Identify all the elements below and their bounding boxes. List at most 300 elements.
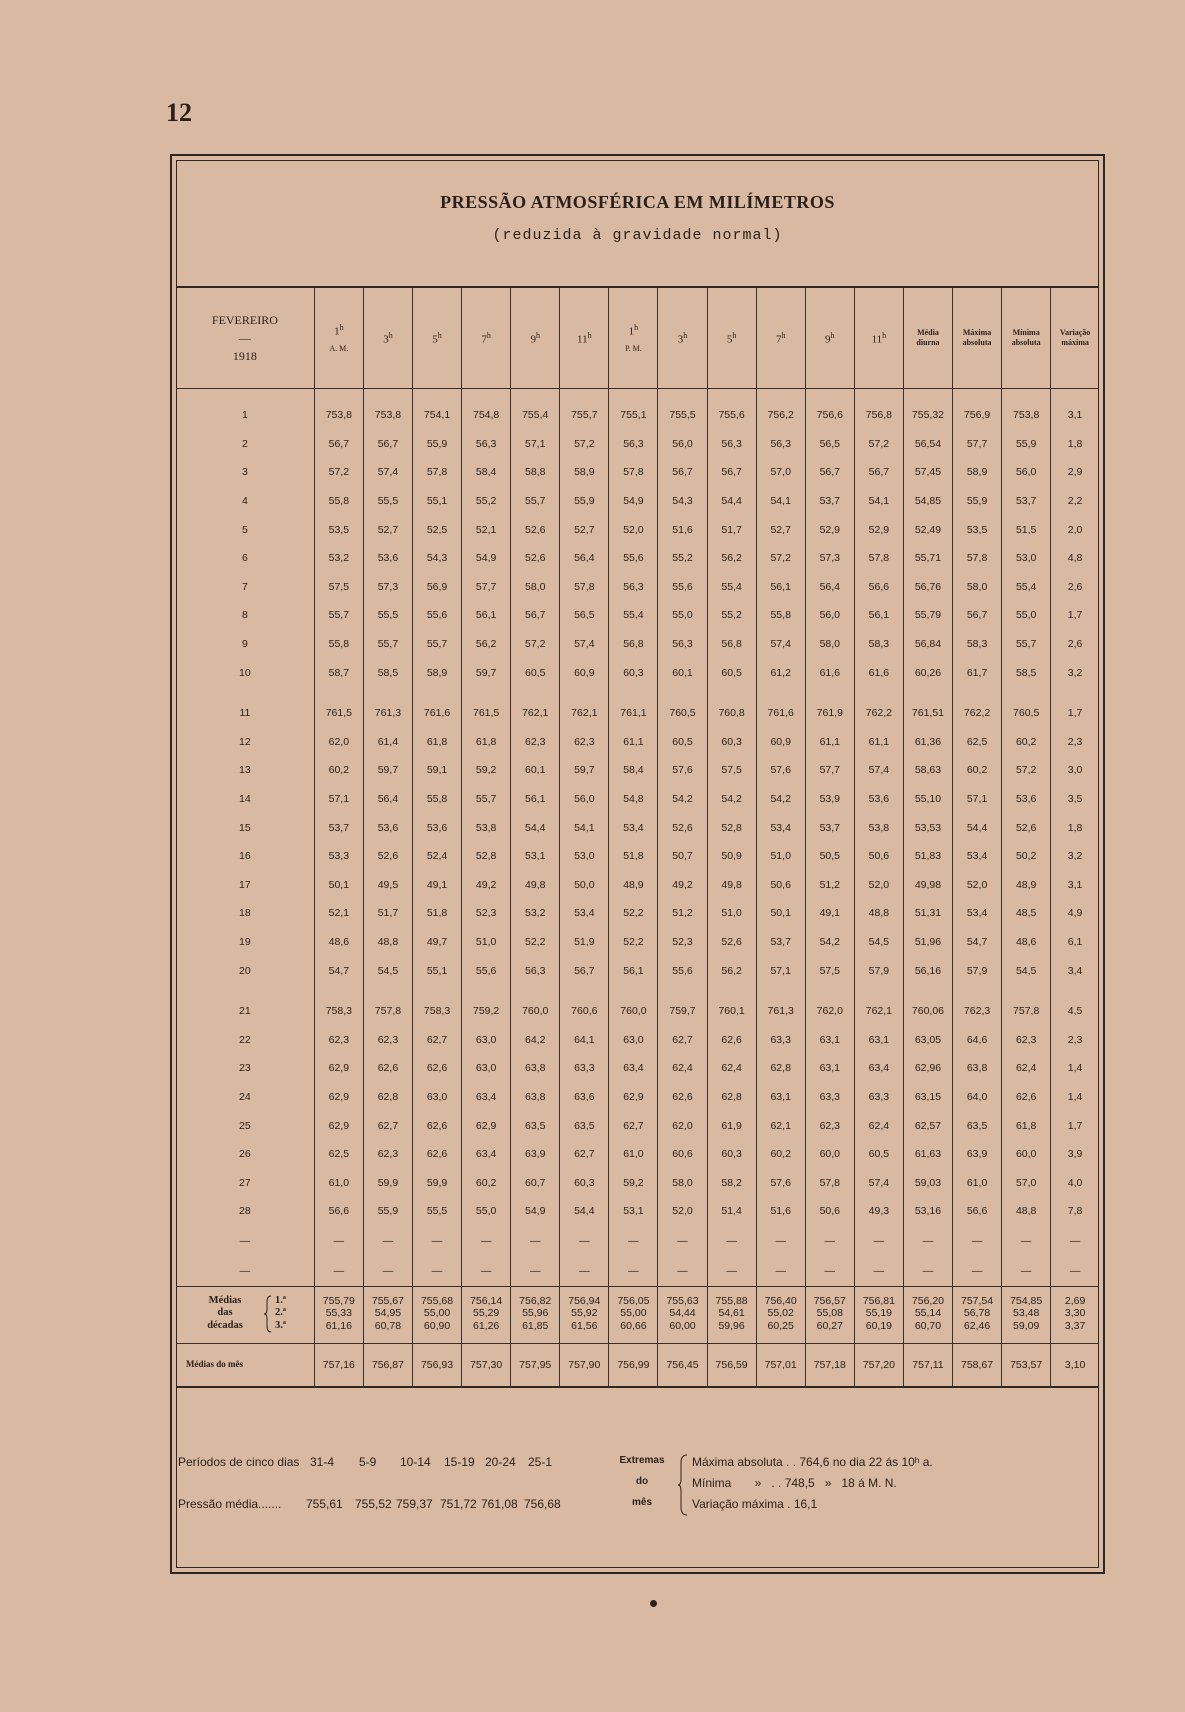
value-cell: 63,6 [560, 1083, 609, 1112]
decade-mean-value: 756,57 [813, 1294, 846, 1307]
value-cell: 61,63 [903, 1140, 952, 1169]
table-row [176, 630, 1099, 659]
value-cell: 63,1 [756, 1083, 805, 1112]
day-cell: 23 [176, 1054, 314, 1083]
value-cell: 61,6 [854, 658, 903, 687]
gap-cell [560, 687, 609, 699]
value-cell: 48,6 [314, 928, 363, 957]
decade-mean-value: 756,20 [911, 1294, 945, 1307]
value-cell: 761,1 [609, 699, 658, 728]
value-cell: 53,5 [314, 515, 363, 544]
value-cell: 58,5 [1002, 658, 1051, 687]
value-cell: 49,2 [658, 871, 707, 900]
value-cell: 63,0 [462, 1025, 511, 1054]
value-cell: 63,5 [953, 1111, 1002, 1140]
value-cell: 51,83 [903, 842, 952, 871]
value-cell: 52,8 [462, 842, 511, 871]
value-cell: 61,1 [854, 728, 903, 757]
value-cell: 63,5 [511, 1111, 560, 1140]
value-cell: 57,5 [707, 756, 756, 785]
value-cell: 53,7 [756, 928, 805, 957]
value-cell: 4,5 [1067, 1005, 1083, 1018]
table-row [176, 699, 1099, 728]
value-cell: 62,4 [854, 1111, 903, 1140]
value-cell: 60,26 [903, 658, 952, 687]
value-cell: 53,1 [609, 1197, 658, 1226]
value-cell: 57,7 [462, 573, 511, 602]
dash-cell: — [658, 1226, 707, 1256]
decade-means-cell [560, 1286, 609, 1343]
value-cell: 53,4 [560, 899, 609, 928]
value-cell: 48,6 [1002, 928, 1051, 957]
decade-mean-value: 755,63 [666, 1294, 699, 1307]
day-cell: 12 [176, 728, 314, 757]
value-cell: 2,9 [1067, 466, 1083, 479]
value-cell: 63,5 [560, 1111, 609, 1140]
value-cell: 53,0 [1002, 544, 1051, 573]
value-cell: 760,6 [560, 997, 609, 1026]
value-cell: 55,6 [609, 544, 658, 573]
value-cell: 50,6 [805, 1197, 854, 1226]
day-cell: 14 [176, 785, 314, 814]
monthly-mean-value: 758,67 [953, 1343, 1002, 1387]
value-cell: 60,6 [658, 1140, 707, 1169]
value-cell: 62,9 [462, 1111, 511, 1140]
value-cell: 51,6 [658, 515, 707, 544]
day-cell: 16 [176, 842, 314, 871]
value-cell: 52,6 [511, 515, 560, 544]
value-cell: 53,7 [1002, 487, 1051, 516]
decade-mean-value: 756,05 [617, 1294, 650, 1307]
value-cell: 59,1 [412, 756, 461, 785]
decade-ordinal: 2.ª [275, 1307, 287, 1319]
table-row [176, 1025, 1099, 1054]
value-cell: 50,6 [756, 871, 805, 900]
value-cell: 63,8 [953, 1054, 1002, 1083]
value-cell: 58,0 [658, 1168, 707, 1197]
monthly-mean-value: 756,99 [609, 1343, 658, 1387]
value-cell: 62,7 [363, 1111, 412, 1140]
value-cell: 57,4 [854, 756, 903, 785]
value-cell: 53,6 [363, 813, 412, 842]
value-cell: 60,3 [560, 1168, 609, 1197]
value-cell: 52,1 [314, 899, 363, 928]
period-pressure: 761,08 [481, 1497, 518, 1511]
dash-cell: — [953, 1256, 1002, 1287]
table-row [176, 1083, 1099, 1112]
media-header: Média diurna [903, 288, 952, 389]
value-cell: 56,7 [363, 430, 412, 459]
value-cell: 55,7 [363, 630, 412, 659]
value-cell: 63,4 [609, 1054, 658, 1083]
value-cell: 762,2 [953, 699, 1002, 728]
value-cell: 57,8 [854, 544, 903, 573]
value-cell: 49,1 [412, 871, 461, 900]
dash-cell: — [658, 1256, 707, 1287]
decade-mean-value: 2,69 [1064, 1294, 1086, 1307]
value-cell: 53,4 [953, 842, 1002, 871]
value-cell: 55,1 [412, 487, 461, 516]
value-cell: 59,2 [462, 756, 511, 785]
decade-mean-value: 61,16 [325, 1319, 352, 1332]
value-cell: 61,8 [1002, 1111, 1051, 1140]
table-row [176, 785, 1099, 814]
dash-cell: — [756, 1256, 805, 1287]
decade-mean-value: 59,09 [1013, 1319, 1040, 1332]
value-cell: 53,6 [854, 785, 903, 814]
value-cell: 756,2 [756, 389, 805, 430]
value-cell: 762,1 [560, 699, 609, 728]
period-label: 10-14 [400, 1455, 431, 1469]
value-cell: 54,5 [1002, 956, 1051, 985]
decade-means-cell [609, 1286, 658, 1343]
table-row [176, 813, 1099, 842]
value-cell: 60,9 [560, 658, 609, 687]
value-cell: 56,4 [805, 573, 854, 602]
gap-cell [953, 687, 1002, 699]
value-cell: 57,5 [314, 573, 363, 602]
means-label-line: das [217, 1307, 233, 1319]
decade-means-cell [412, 1286, 461, 1343]
value-cell: 3,0 [1067, 764, 1083, 777]
value-cell: 62,6 [1002, 1083, 1051, 1112]
value-cell: 761,3 [363, 699, 412, 728]
year: 1918 [232, 349, 257, 363]
value-cell: 56,8 [609, 630, 658, 659]
dash-cell: — [1002, 1256, 1051, 1287]
dash-cell: — [560, 1226, 609, 1256]
value-cell: 60,5 [854, 1140, 903, 1169]
value-cell: 63,0 [462, 1054, 511, 1083]
value-cell: 55,9 [953, 487, 1002, 516]
day-cell: 2 [176, 430, 314, 459]
decade-mean-value: 60,00 [669, 1319, 696, 1332]
value-cell: 59,9 [412, 1168, 461, 1197]
value-cell: 60,2 [953, 756, 1002, 785]
dash-cell: — [805, 1226, 854, 1256]
gap-cell [903, 985, 952, 997]
empty-row [176, 1256, 1099, 1287]
value-cell: 2,6 [1067, 580, 1083, 593]
value-cell: 56,3 [756, 430, 805, 459]
value-cell: 57,6 [658, 756, 707, 785]
day-cell: 21 [176, 997, 314, 1026]
value-cell: 62,6 [363, 1054, 412, 1083]
value-cell: 3,9 [1067, 1148, 1083, 1161]
period-label: 31-4 [310, 1455, 335, 1469]
decade-mean-value: 54,95 [374, 1307, 402, 1320]
value-cell: 57,8 [805, 1168, 854, 1197]
value-cell: 52,6 [707, 928, 756, 957]
monthly-mean-value: 756,45 [658, 1343, 707, 1387]
gap-cell [462, 985, 511, 997]
value-cell: 56,7 [560, 956, 609, 985]
value-cell: 62,7 [609, 1111, 658, 1140]
value-cell: 58,4 [609, 756, 658, 785]
value-cell: 56,5 [805, 430, 854, 459]
gap-cell [314, 985, 363, 997]
value-cell: 56,84 [903, 630, 952, 659]
value-cell: 55,4 [609, 601, 658, 630]
value-cell: 762,1 [511, 699, 560, 728]
extreme-minima: Mínima » . . 748,5 » 18 á M. N. [692, 1476, 897, 1490]
decade-means-cell [511, 1286, 560, 1343]
value-cell: 52,49 [903, 515, 952, 544]
pm-label: P. M. [625, 343, 642, 353]
table-row [176, 515, 1099, 544]
gap-cell [805, 687, 854, 699]
value-cell: 48,8 [1002, 1197, 1051, 1226]
dash-cell: — [462, 1226, 511, 1256]
value-cell: 62,8 [707, 1083, 756, 1112]
value-cell: 63,0 [412, 1083, 461, 1112]
value-cell: 754,1 [412, 389, 461, 430]
value-cell: 762,1 [854, 997, 903, 1026]
table-row [176, 1054, 1099, 1083]
value-cell: 55,2 [658, 544, 707, 573]
decade-mean-value: 55,14 [914, 1307, 942, 1320]
decade-means-cell [658, 1286, 707, 1343]
value-cell: 55,6 [658, 956, 707, 985]
gap-cell [854, 985, 903, 997]
value-cell: 50,2 [1002, 842, 1051, 871]
dash-cell: — [314, 1256, 363, 1287]
value-cell: 54,7 [314, 956, 363, 985]
value-cell: 51,9 [560, 928, 609, 957]
decade-mean-value: 55,08 [816, 1307, 843, 1320]
value-cell: 53,2 [314, 544, 363, 573]
value-cell: 52,7 [560, 515, 609, 544]
value-cell: 57,0 [756, 458, 805, 487]
value-cell: 1,7 [1067, 1119, 1083, 1132]
value-cell: 55,6 [462, 956, 511, 985]
value-cell: 64,1 [560, 1025, 609, 1054]
value-cell: 759,7 [658, 997, 707, 1026]
value-cell: 53,1 [511, 842, 560, 871]
value-cell: 63,4 [462, 1140, 511, 1169]
gap-cell [854, 687, 903, 699]
decade-mean-value: 60,19 [865, 1319, 893, 1332]
monthly-means-row [176, 1343, 1099, 1387]
gap-cell [707, 687, 756, 699]
table-row [176, 389, 1099, 430]
value-cell: 61,36 [903, 728, 952, 757]
value-cell: 59,7 [560, 756, 609, 785]
extreme-variacao: Variação máxima . 16,1 [692, 1497, 818, 1511]
variacao-header: Variação máxima [1051, 288, 1099, 389]
value-cell: 761,5 [462, 699, 511, 728]
day-cell: 9 [176, 630, 314, 659]
value-cell: 760,1 [707, 997, 756, 1026]
day-cell: 18 [176, 899, 314, 928]
value-cell: 57,4 [756, 630, 805, 659]
value-cell: 60,3 [707, 1140, 756, 1169]
value-cell: 755,7 [560, 389, 609, 430]
gap-cell [756, 687, 805, 699]
value-cell: 51,8 [412, 899, 461, 928]
value-cell: 51,8 [609, 842, 658, 871]
value-cell: 57,8 [560, 573, 609, 602]
header-row [176, 288, 1099, 389]
value-cell: 51,5 [1002, 515, 1051, 544]
decade-means-cell [363, 1286, 412, 1343]
value-cell: 1,4 [1067, 1062, 1083, 1075]
decade-mean-value: 55,29 [472, 1307, 500, 1320]
value-cell: 50,1 [314, 871, 363, 900]
value-cell: 59,9 [363, 1168, 412, 1197]
period-label: 25-1 [528, 1455, 553, 1469]
value-cell: 57,4 [854, 1168, 903, 1197]
dash-cell: — [560, 1256, 609, 1287]
value-cell: 52,7 [363, 515, 412, 544]
title-block [176, 160, 1099, 288]
value-cell: 55,1 [412, 956, 461, 985]
decade-means-label [176, 1286, 314, 1343]
decade-mean-value: 55,00 [620, 1307, 647, 1320]
decade-means-cell [805, 1286, 854, 1343]
value-cell: 56,1 [756, 573, 805, 602]
decade-mean-value: 755,79 [322, 1294, 355, 1307]
value-cell: 53,8 [854, 813, 903, 842]
period-pressure: 756,68 [524, 1497, 561, 1511]
value-cell: 52,5 [412, 515, 461, 544]
decade-mean-value: 3,37 [1064, 1319, 1086, 1332]
page-number: 12 [166, 98, 192, 127]
dash-cell: — [363, 1256, 412, 1287]
dash-cell: — [707, 1256, 756, 1287]
value-cell: 62,3 [511, 728, 560, 757]
value-cell: 61,9 [707, 1111, 756, 1140]
value-cell: 53,8 [462, 813, 511, 842]
gap-cell [953, 985, 1002, 997]
value-cell: 55,2 [707, 601, 756, 630]
value-cell: 62,3 [363, 1140, 412, 1169]
value-cell: 3,1 [1067, 878, 1083, 891]
value-cell: 59,03 [903, 1168, 952, 1197]
value-cell: 58,9 [412, 658, 461, 687]
value-cell: 58,3 [854, 630, 903, 659]
dash-cell: — [511, 1226, 560, 1256]
monthly-mean-value: 756,87 [363, 1343, 412, 1387]
value-cell: 60,2 [756, 1140, 805, 1169]
period-label: 5-9 [359, 1455, 377, 1469]
decade-mean-value: 754,85 [1010, 1294, 1043, 1307]
gap-cell [511, 985, 560, 997]
value-cell: 55,8 [756, 601, 805, 630]
gap-cell [176, 687, 314, 699]
value-cell: 2,0 [1067, 523, 1083, 536]
value-cell: 63,1 [805, 1054, 854, 1083]
table-row [176, 430, 1099, 459]
value-cell: 50,0 [560, 871, 609, 900]
decade-mean-value: 55,33 [325, 1307, 352, 1320]
value-cell: 55,9 [1002, 430, 1051, 459]
value-cell: 57,1 [314, 785, 363, 814]
dash-cell: — [412, 1256, 461, 1287]
decade-mean-value: 55,00 [423, 1307, 451, 1320]
value-cell: 4,0 [1067, 1176, 1083, 1189]
value-cell: 52,9 [805, 515, 854, 544]
decade-mean-value: 56,78 [963, 1307, 991, 1320]
value-cell: 51,7 [363, 899, 412, 928]
value-cell: 52,0 [609, 515, 658, 544]
table-row [176, 871, 1099, 900]
decade-mean-value: 55,92 [571, 1307, 598, 1320]
value-cell: 49,3 [854, 1197, 903, 1226]
brace-icon [678, 1453, 688, 1517]
day-cell: 24 [176, 1083, 314, 1112]
value-cell: 54,3 [658, 487, 707, 516]
pressure-table [176, 288, 1099, 1388]
day-cell: 20 [176, 956, 314, 985]
value-cell: 58,9 [953, 458, 1002, 487]
value-cell: 63,4 [854, 1054, 903, 1083]
value-cell: 53,4 [609, 813, 658, 842]
value-cell: 52,2 [609, 899, 658, 928]
table-row [176, 956, 1099, 985]
value-cell: 54,8 [609, 785, 658, 814]
table-row [176, 601, 1099, 630]
value-cell: 56,1 [854, 601, 903, 630]
value-cell: 54,4 [707, 487, 756, 516]
value-cell: 54,1 [854, 487, 903, 516]
dash-cell: — [903, 1226, 952, 1256]
value-cell: 62,3 [805, 1111, 854, 1140]
monthly-mean-value: 757,90 [560, 1343, 609, 1387]
value-cell: 60,1 [511, 756, 560, 785]
value-cell: 64,0 [953, 1083, 1002, 1112]
value-cell: 55,9 [412, 430, 461, 459]
means-label-line: décadas [207, 1319, 243, 1331]
value-cell: 51,96 [903, 928, 952, 957]
gap-cell [658, 985, 707, 997]
value-cell: 3,5 [1067, 793, 1083, 806]
hour-header: 5$^h$ [707, 288, 756, 389]
value-cell: 56,0 [560, 785, 609, 814]
value-cell: 62,96 [903, 1054, 952, 1083]
value-cell: 55,7 [412, 630, 461, 659]
value-cell: 60,5 [707, 658, 756, 687]
value-cell: 57,5 [805, 956, 854, 985]
value-cell: 56,4 [560, 544, 609, 573]
value-cell: 760,0 [609, 997, 658, 1026]
value-cell: 2,2 [1067, 495, 1083, 508]
monthly-mean-value: 3,10 [1051, 1343, 1099, 1387]
day-cell: 4 [176, 487, 314, 516]
decade-mean-value: 59,96 [718, 1319, 745, 1332]
decade-mean-value: 61,85 [522, 1319, 549, 1332]
value-cell: 62,5 [314, 1140, 363, 1169]
value-cell: 52,3 [462, 899, 511, 928]
hour-header: 3$^h$ [658, 288, 707, 389]
value-cell: 54,2 [658, 785, 707, 814]
value-cell: 4,9 [1067, 907, 1083, 920]
value-cell: 755,32 [903, 389, 952, 430]
decade-mean-value: 757,54 [961, 1294, 994, 1307]
value-cell: 56,3 [707, 430, 756, 459]
gap-cell [412, 687, 461, 699]
value-cell: 61,2 [756, 658, 805, 687]
value-cell: 57,6 [756, 1168, 805, 1197]
value-cell: 758,3 [314, 997, 363, 1026]
decade-mean-value: 3,30 [1064, 1307, 1086, 1320]
value-cell: 62,4 [658, 1054, 707, 1083]
value-cell: 55,5 [363, 601, 412, 630]
value-cell: 51,2 [658, 899, 707, 928]
day-cell: 19 [176, 928, 314, 957]
table-row [176, 1140, 1099, 1169]
value-cell: 52,6 [1002, 813, 1051, 842]
